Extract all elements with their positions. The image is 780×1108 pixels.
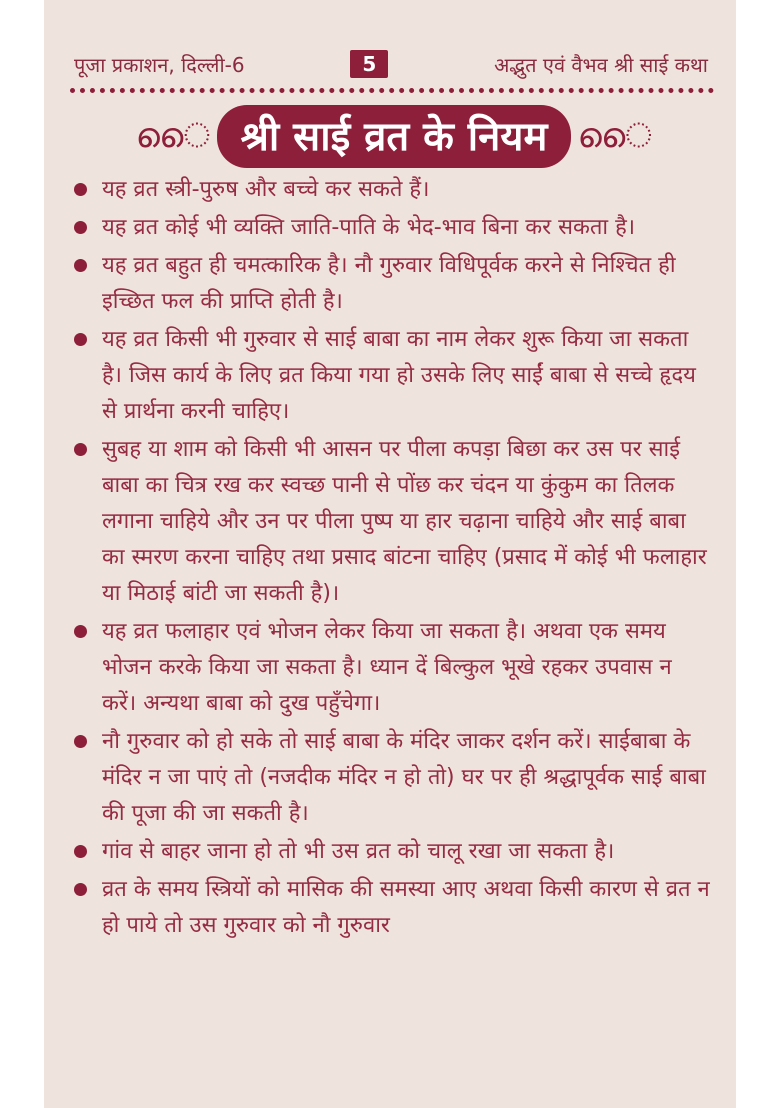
- list-item: [70, 872, 712, 944]
- rule-text: यह व्रत फलाहार एवं भोजन लेकर किया जा सकता है। अथवा एक समय भोजन करके किया जा सकता है। ध्यान दें बिल्कुल भूखे रहकर उपवास न करें। अन्यथा बाबा को दुख पहुँचेगा।: [102, 619, 672, 716]
- dotted-divider: [70, 88, 714, 93]
- bullet-icon: [74, 735, 87, 748]
- publisher-text: पूजा प्रकाशन, दिल्ली-6: [74, 52, 245, 77]
- rule-text: यह व्रत स्त्री-पुरुष और बच्चे कर सकते हैं।: [102, 177, 430, 202]
- list-item: [70, 834, 712, 870]
- list-item: [70, 322, 712, 430]
- bullet-icon: [74, 183, 87, 196]
- page-title: श्री साई व्रत के नियम: [217, 105, 572, 168]
- book-page: [44, 0, 736, 1108]
- bullet-icon: [74, 845, 87, 858]
- rule-text: यह व्रत कोई भी व्यक्ति जाति-पाति के भेद-भाव बिना कर सकता है।: [102, 215, 636, 240]
- bullet-icon: [74, 259, 87, 272]
- list-item: [70, 210, 712, 246]
- list-item: [70, 248, 712, 320]
- rules-list: [70, 172, 712, 946]
- rule-text: यह व्रत किसी भी गुरुवार से साई बाबा का नाम लेकर शुरू किया जा सकता है। जिस कार्य के लिए व्रत किया गया हो उसके लिए साईं बाबा से सच्चे हृदय से प्रार्थना करनी चाहिए।: [102, 327, 696, 424]
- bullet-icon: [74, 221, 87, 234]
- rule-text: सुबह या शाम को किसी भी आसन पर पीला कपड़ा बिछा कर उस पर साई बाबा का चित्र रख कर स्वच्छ पानी से पोंछ कर चंदन या कुंकुम का तिलक लगाना चाहिये और उन पर पीला पुष्प या हार चढ़ाना चाहिये और साई बाबा का स्मरण करना चाहिए तथा प्रसाद बांटना चाहिए (प्रसाद में कोई भी फलाहार या मिठाई बांटी जा सकती है)।: [102, 437, 707, 606]
- bullet-icon: [74, 333, 87, 346]
- page-header: [74, 46, 708, 82]
- title-band: [88, 106, 700, 166]
- list-item: [70, 172, 712, 208]
- bullet-icon: [74, 883, 87, 896]
- list-item: [70, 432, 712, 612]
- book-title: अद्भुत एवं वैभव श्री साई कथा: [494, 52, 708, 77]
- flourish-left-icon: ൈ: [135, 116, 211, 156]
- bullet-icon: [74, 443, 87, 456]
- rule-text: यह व्रत बहुत ही चमत्कारिक है। नौ गुरुवार विधिपूर्वक करने से निश्चित ही इच्छित फल की प्राप्ति होती है।: [102, 253, 676, 314]
- list-item: [70, 724, 712, 832]
- page-number: 5: [350, 50, 388, 78]
- rule-text: नौ गुरुवार को हो सके तो साई बाबा के मंदिर जाकर दर्शन करें। साईबाबा के मंदिर न जा पाएं तो (नजदीक मंदिर न हो तो) घर पर ही श्रद्धापूर्वक साई बाबा की पूजा की जा सकती है।: [102, 729, 706, 826]
- flourish-right-icon: ൈ: [577, 116, 653, 156]
- bullet-icon: [74, 625, 87, 638]
- list-item: [70, 614, 712, 722]
- rule-text: व्रत के समय स्त्रियों को मासिक की समस्या आए अथवा किसी कारण से व्रत न हो पाये तो उस गुरुवार को नौ गुरुवार: [102, 877, 710, 938]
- rule-text: गांव से बाहर जाना हो तो भी उस व्रत को चालू रखा जा सकता है।: [102, 839, 615, 864]
